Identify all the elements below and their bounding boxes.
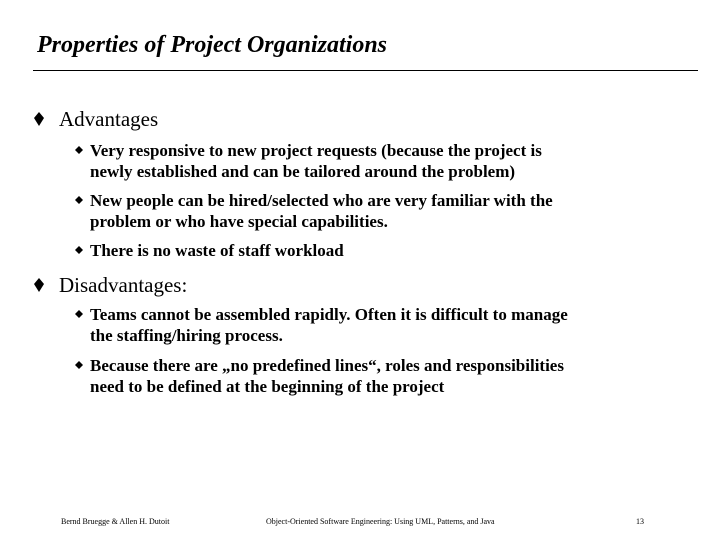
section-heading-disadvantages: Disadvantages: bbox=[59, 273, 188, 297]
bullet-text-line: Because there are „no predefined lines“, roles and responsibilities bbox=[90, 356, 564, 375]
footer-authors: Bernd Bruegge & Allen H. Dutoit bbox=[61, 517, 170, 526]
bullet-text-line: newly established and can be tailored around the problem) bbox=[90, 162, 516, 181]
bullet-text-line: Teams cannot be assembled rapidly. Often it is difficult to manage bbox=[90, 305, 568, 324]
footer-book-title: Object-Oriented Software Engineering: Using UML, Patterns, and Java bbox=[266, 517, 495, 526]
small-diamond-bullet-icon bbox=[75, 146, 83, 154]
small-diamond-bullet-icon bbox=[75, 361, 83, 369]
small-diamond-bullet-icon bbox=[75, 196, 83, 204]
small-diamond-bullet-icon bbox=[75, 310, 83, 318]
bullet-text-line: New people can be hired/selected who are very familiar with the bbox=[90, 191, 553, 210]
title-rule bbox=[33, 70, 698, 71]
section-heading-advantages: Advantages bbox=[59, 107, 159, 131]
bullet-text-line: Very responsive to new project requests (because the project is bbox=[90, 141, 542, 160]
bullet-text-line: There is no waste of staff workload bbox=[90, 241, 344, 260]
diamond-bullet-icon bbox=[33, 278, 45, 292]
bullet-text-line: need to be defined at the beginning of the project bbox=[90, 377, 445, 396]
diamond-bullet-icon bbox=[33, 112, 45, 126]
footer-page-number: 13 bbox=[636, 517, 644, 526]
bullet-text-line: problem or who have special capabilities. bbox=[90, 212, 388, 231]
slide-title: Properties of Project Organizations bbox=[37, 32, 388, 58]
bullet-text-line: the staffing/hiring process. bbox=[90, 326, 283, 345]
small-diamond-bullet-icon bbox=[75, 246, 83, 254]
